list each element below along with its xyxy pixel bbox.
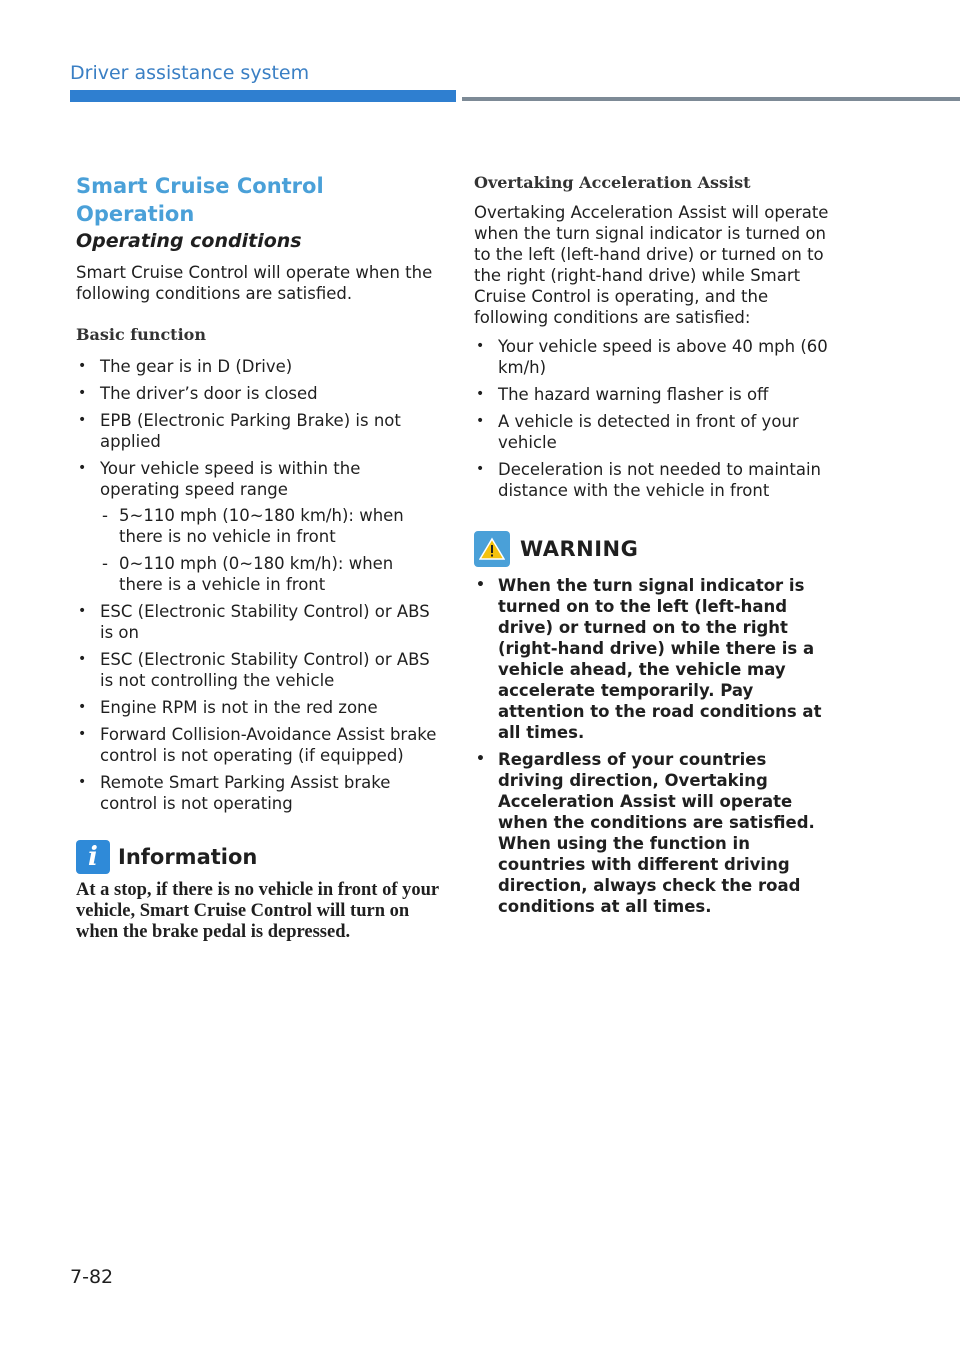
speed-range-list <box>100 505 440 595</box>
sub-list-item: - 0~110 mph (0~180 km/h): when there is a vehicle in front <box>100 553 440 595</box>
sub-list-item: - 5~110 mph (10~180 km/h): when there is no vehicle in front <box>100 505 440 547</box>
list-item: • ESC (Electronic Stability Control) or ABS is on <box>76 601 440 643</box>
list-item: • ESC (Electronic Stability Control) or ABS is not controlling the vehicle <box>76 649 440 691</box>
list-item: • EPB (Electronic Parking Brake) is not applied <box>76 410 440 452</box>
overtaking-intro: Overtaking Acceleration Assist will operate when the turn signal indicator is turned on to the left (left-hand drive) or turned on to the right (right-hand drive) while Smart Cruise Control is operating, and the following conditions are satisfied: <box>474 203 829 327</box>
list-item <box>76 458 440 595</box>
list-item: • The gear is in D (Drive) <box>76 356 440 377</box>
list-item: • Deceleration is not needed to maintain distance with the vehicle in front <box>474 459 832 501</box>
list-item: • A vehicle is detected in front of your vehicle <box>474 411 832 453</box>
header-rule <box>462 97 960 101</box>
list-item: • When the turn signal indicator is turned on to the left (left-hand drive) or turned on to the right (right-hand drive) while there is a vehicle ahead, the vehicle may accelerate temporarily. Pay attention to the road conditions at all times. <box>474 575 832 743</box>
warning-triangle-icon <box>474 531 510 567</box>
intro-paragraph: Smart Cruise Control will operate when the following conditions are satisfied. <box>76 263 433 303</box>
warning-box-header <box>474 531 832 567</box>
warning-label: WARNING <box>520 537 639 561</box>
section-subtitle: Operating conditions <box>76 230 302 252</box>
left-column <box>76 172 440 943</box>
list-item: • The hazard warning flasher is off <box>474 384 832 405</box>
information-text: At a stop, if there is no vehicle in front of your vehicle, Smart Cruise Control will turn on when the brake pedal is depressed. <box>76 880 439 942</box>
basic-function-heading: Basic function <box>76 325 206 344</box>
page-number: 7-82 <box>70 1266 114 1288</box>
list-item: • Forward Collision-Avoidance Assist brake control is not operating (if equipped) <box>76 724 440 766</box>
overtaking-conditions-list <box>474 336 832 501</box>
list-item: • Your vehicle speed is above 40 mph (60 km/h) <box>474 336 832 378</box>
overtaking-heading: Overtaking Acceleration Assist <box>474 173 751 192</box>
list-item: • Remote Smart Parking Assist brake control is not operating <box>76 772 440 814</box>
header-accent-bar <box>70 90 456 102</box>
right-column <box>474 172 832 923</box>
list-item: • Regardless of your countries driving direction, Overtaking Acceleration Assist will operate when the conditions are satisfied. When using the function in countries with different driving direction, always check the road conditions at all times. <box>474 749 832 917</box>
list-item: • The driver’s door is closed <box>76 383 440 404</box>
information-box-header <box>76 840 440 874</box>
information-label: Information <box>118 845 258 869</box>
information-icon: i <box>76 840 110 874</box>
list-item-text: Your vehicle speed is within the operating speed range <box>100 459 361 499</box>
conditions-list <box>76 356 440 814</box>
section-header: Driver assistance system <box>70 62 310 84</box>
warning-list <box>474 575 832 917</box>
list-item: • Engine RPM is not in the red zone <box>76 697 440 718</box>
section-title: Smart Cruise Control Operation <box>76 174 324 226</box>
